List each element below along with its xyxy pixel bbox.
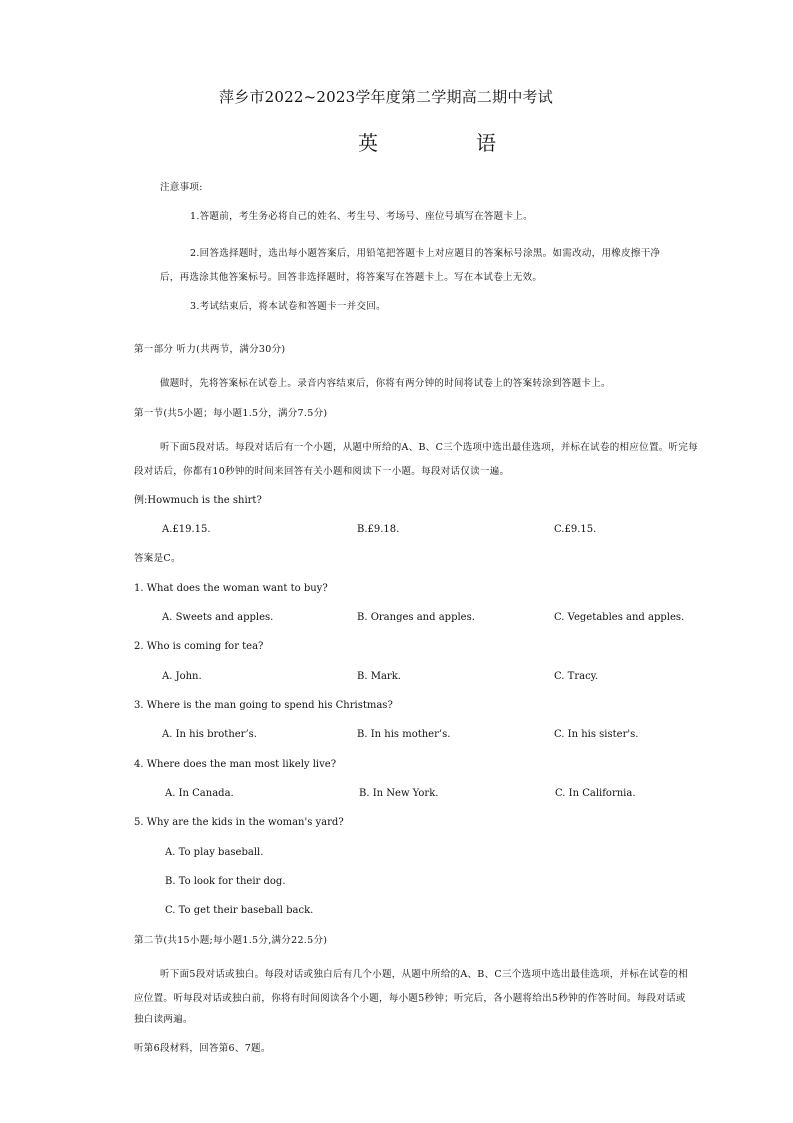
- exam-title: 萍乡市2022~2023学年度第二学期高二期中考试: [219, 88, 553, 106]
- question-2-option-b: B. Mark.: [357, 671, 401, 682]
- example-option-a: A.£19.15.: [162, 524, 211, 535]
- section1-instruction-line-1: 听下面5段对话。每段对话后有一个小题，从题中所给的A、B、C三个选项中选出最佳选项，并标在试卷的相应位置。听完每: [160, 442, 698, 453]
- question-4-option-a: A. In Canada.: [165, 788, 234, 799]
- section2-instruction-line-3: 独白读两遍。: [134, 1014, 193, 1025]
- question-1-option-c: C. Vegetables and apples.: [554, 612, 685, 623]
- notice-item-2-line-2: 后，再选涂其他答案标号。回答非选择题时，将答案写在答题卡上。写在本试卷上无效。: [160, 272, 543, 283]
- example-option-c: C.£9.15.: [554, 524, 597, 535]
- question-2: 2. Who is coming for tea?: [134, 641, 264, 652]
- subject-char-1: 英: [358, 131, 378, 155]
- question-4-option-c: C. In California.: [555, 788, 636, 799]
- notice-item-1: 1.答题前，考生务必将自己的姓名、考生号、考场号、座位号填写在答题卡上。: [190, 211, 533, 222]
- question-2-option-c: C. Tracy.: [554, 671, 599, 682]
- section2-heading: 第二节(共15小题;每小题1.5分,满分22.5分): [134, 935, 328, 946]
- section2-instruction-line-2: 应位置。听每段对话或独白前，你将有时间阅读各个小题，每小题5秒钟；听完后，各小题将给出5秒钟的作答时间。每段对话或: [134, 993, 686, 1004]
- question-2-option-a: A. John.: [162, 671, 202, 682]
- example-option-b: B.£9.18.: [357, 524, 400, 535]
- notice-item-3: 3.考试结束后，将本试卷和答题卡一并交回。: [190, 301, 386, 312]
- question-5-option-c: C. To get their baseball back.: [165, 905, 314, 916]
- question-4-option-b: B. In New York.: [359, 788, 439, 799]
- question-3: 3. Where is the man going to spend his Christmas?: [134, 700, 393, 711]
- question-4: 4. Where does the man most likely live?: [134, 759, 337, 770]
- question-1: 1. What does the woman want to buy?: [134, 583, 328, 594]
- question-5-option-a: A. To play baseball.: [165, 847, 264, 858]
- part1-instruction: 做题时，先将答案标在试卷上。录音内容结束后，你将有两分钟的时间将试卷上的答案转涂到答题卡上。: [160, 378, 611, 389]
- part1-heading: 第一部分 听力(共两节，满分30分): [134, 344, 286, 355]
- example-answer: 答案是C。: [134, 553, 181, 564]
- question-5: 5. Why are the kids in the woman's yard?: [134, 817, 344, 828]
- notice-heading: 注意事项:: [160, 182, 203, 193]
- example-question: 例:Howmuch is the shirt?: [134, 495, 262, 506]
- question-3-option-a: A. In his brother’s.: [162, 729, 257, 740]
- subject-char-2: 语: [476, 131, 496, 155]
- section1-heading: 第一节(共5小题；每小题1.5分，满分7.5分): [134, 408, 328, 419]
- question-1-option-a: A. Sweets and apples.: [162, 612, 274, 623]
- section2-instruction-line-1: 听下面5段对话或独白。每段对话或独白后有几个小题，从题中所给的A、B、C三个选项中选出最佳选项，并标在试卷的相: [160, 969, 689, 980]
- question-5-option-b: B. To look for their dog.: [165, 876, 286, 887]
- material-6-prompt: 听第6段材料，回答第6、7题。: [134, 1043, 271, 1054]
- notice-item-2-line-1: 2.回答选择题时，选出每小题答案后，用铅笔把答题卡上对应题目的答案标号涂黑。如需改动，用橡皮擦干净: [190, 248, 661, 259]
- question-1-option-b: B. Oranges and apples.: [357, 612, 475, 623]
- question-3-option-b: B. In his mother’s.: [357, 729, 451, 740]
- question-3-option-c: C. In his sister's.: [554, 729, 639, 740]
- section1-instruction-line-2: 段对话后，你都有10秒钟的时间来回答有关小题和阅读下一小题。每段对话仅读一遍。: [134, 466, 510, 477]
